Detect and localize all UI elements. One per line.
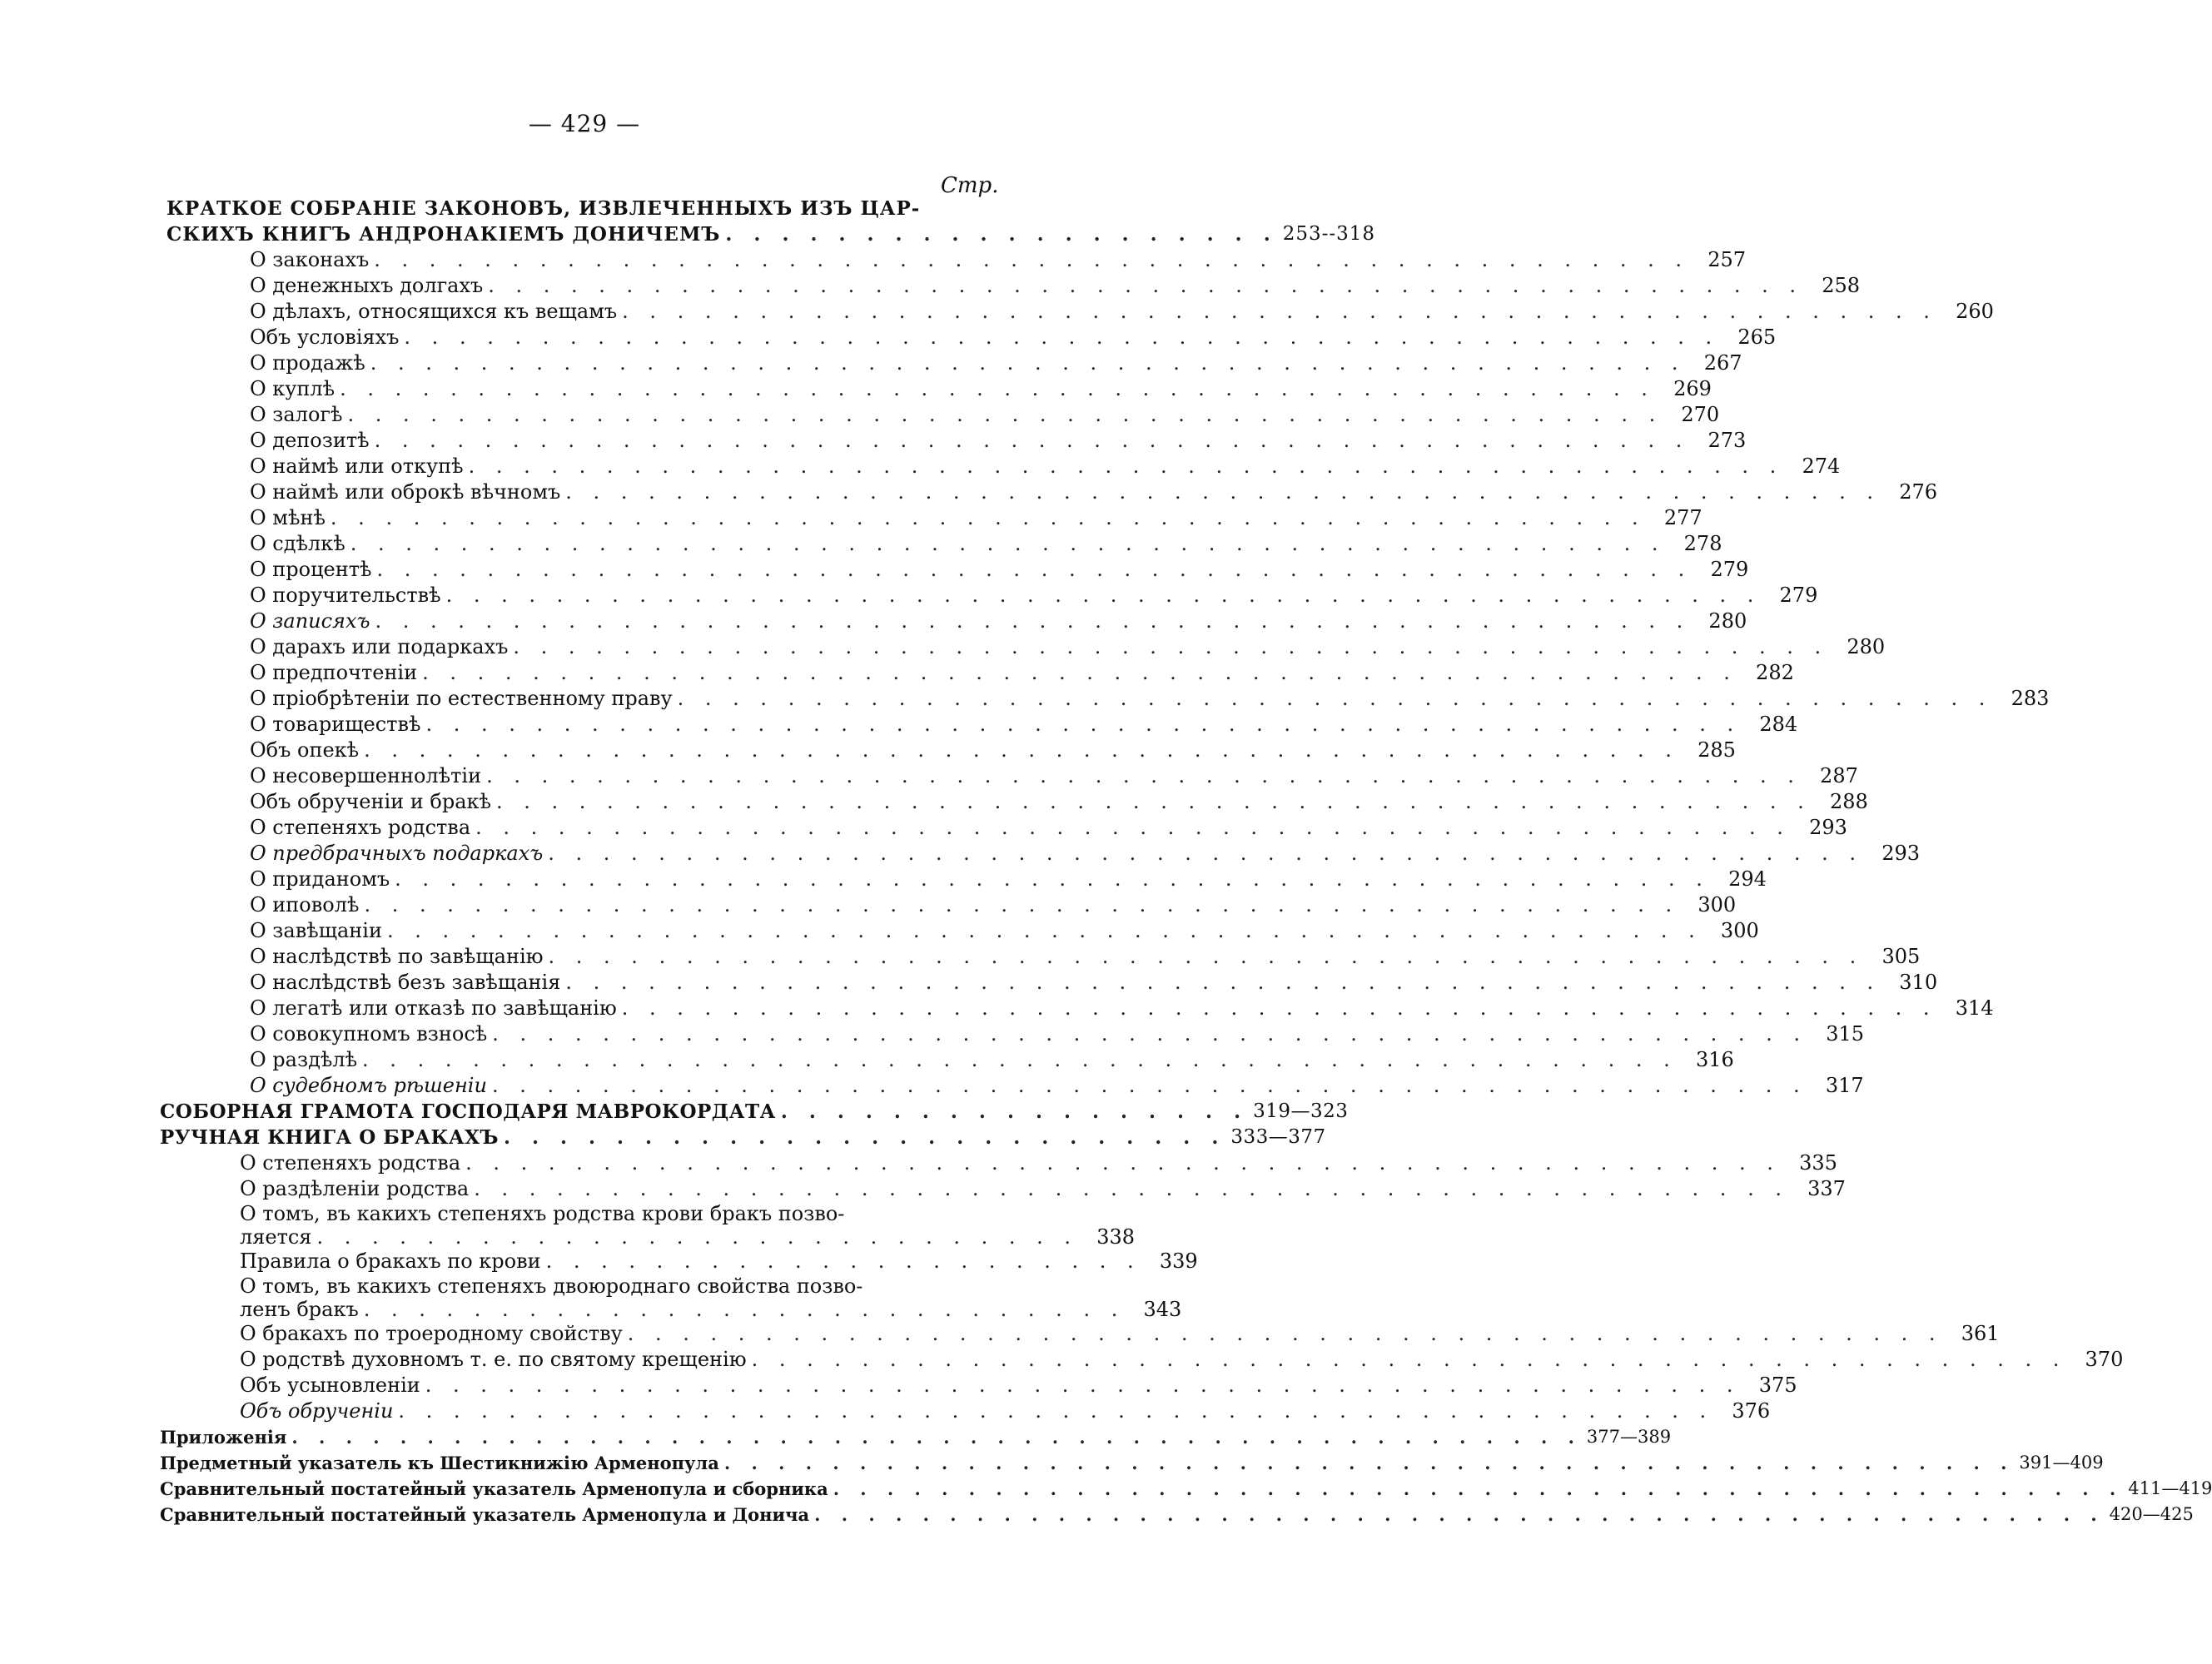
dot-leader: . . . . . . . . . . . . . . . . . . . . . . . . . . . . . . . . . . . . . . . . . . . . . . . . <box>370 351 1686 375</box>
entry-title: О законахъ <box>250 247 374 273</box>
entry-page: 269 <box>1673 377 1712 400</box>
appendix-entry <box>160 1450 2104 1476</box>
entry-title: О судебномъ рѣшеніи <box>250 1073 492 1099</box>
entry-title: Объ условіяхъ <box>250 325 404 350</box>
dot-leader: . . . . . . . . . . . . . . . . . . . . . . . . . . . . . . . . . . . . . . . . . . . . . . . . <box>833 1478 2124 1499</box>
entry-title: О дѣлахъ, относящихся къ вещамъ <box>250 299 622 325</box>
entry-title: Объ обрученіи <box>240 1398 398 1424</box>
entry-page: 276 <box>1899 480 1938 504</box>
entry-title: О легатѣ или отказѣ по завѣщанію <box>250 996 622 1021</box>
section-1-entry <box>250 738 1736 763</box>
entry-title: О наймѣ или оброкѣ вѣчномъ <box>250 479 565 505</box>
section-1-entry <box>250 686 2050 712</box>
entry-title: Предметный указатель къ Шестикнижію Арменопула <box>160 1450 724 1476</box>
section-3-entry-two-line-b: О томъ, въ какихъ степеняхъ двоюроднаго свойства позво- ленъ бракъ . . . . . . . . . . . . . . . . . . . . . . . . . . . . 343 <box>240 1274 1182 1321</box>
section-1-entry <box>250 1047 1734 1073</box>
dot-leader: . . . . . . . . . . . . . . . . . . . . . . . . . . . . . . . . . . . . . . . . . . . . . . . . <box>491 1074 1807 1097</box>
dot-leader: . . . . . . . . . . . . . . . . . . . . . . . . . . . . . . . . . . . . . . . . . . . . . . . . <box>364 893 1680 916</box>
entry-title: О сдѣлкѣ <box>250 531 350 557</box>
entry-page: 283 <box>2011 687 2050 710</box>
dot-leader: . . . . . . . . . . . . . . . . . . . . . . . . . . . . . . . . . . . . . . . . . . . . . . . . <box>398 1399 1714 1423</box>
section-3-entry-rules: Правила о бракахъ по крови . . . . . . . . . . . . . . . . . . . . . . 339 <box>240 1249 1198 1273</box>
dot-leader: . . . . . . . . . . . . . . . . . . . . . . . . . . . . . . . . . . . . . . . . . . . . . . . . <box>445 584 1762 607</box>
dot-leader: . . . . . . . . . . . . . . . . . . . . . . . . . . . . . . . . . . . . . . . . . . . . . . . . <box>376 558 1693 581</box>
dot-leader: . . . . . . . . . . . . . . . . . . . . . . . . . . . . . . . . . . . . . . . . . . . . . . . . <box>425 713 1742 736</box>
dot-leader: . . . . . . . . . . . . . . . . . . . . . . . . . . . . . . . . . . . . . . . . . . . . . . . . <box>386 919 1702 942</box>
section-1-entry <box>250 841 1921 867</box>
entry-page: 258 <box>1822 274 1861 297</box>
dot-leader: . . . . . . . . . . . . . . . . . . . . . . . . . . . . . . . . . . . . . . . . . . . . . . . . <box>492 1022 1807 1046</box>
section-1-entry <box>250 247 1747 273</box>
entry-page: 280 <box>1847 635 1886 658</box>
section-1-entry <box>250 428 1747 454</box>
dot-leader: . . . . . . . . . . . . . . . . . . . . . . . . . . . . . . . . . . . . . . . . . . . . . . . . <box>565 480 1881 504</box>
entry-page: 284 <box>1759 713 1798 736</box>
dot-leader: . . . . . . . . . . . . . . . . . . . . . . . . . . . . . . . . . . . . . . . . . . . . . . . . <box>621 996 1937 1020</box>
section-1-entry <box>250 996 1994 1021</box>
entry-page: 300 <box>1720 919 1759 942</box>
dot-leader: . . . . . . . . . . . . . . . . . . . . . . . . . . . . . . . . . . . . . . . . . . . . . . . . <box>364 738 1679 762</box>
page-column-header: Стр. <box>941 173 999 198</box>
section-3-entry <box>240 1176 1846 1202</box>
entry-page: 361 <box>1961 1322 2000 1345</box>
entry-page: 337 <box>1807 1177 1846 1200</box>
entry-title: О предпочтеніи <box>250 660 422 686</box>
heading-2: СОБОРНАЯ ГРАМОТА ГОСПОДАРЯ МАВРОКОРДАТА . . . . . . . . . . . . . . . . . 319—323 <box>160 1100 1349 1123</box>
entry-page: 270 <box>1681 403 1720 426</box>
entry-page: 420—425 <box>2109 1504 2194 1524</box>
entry-page: 375 <box>1758 1373 1797 1397</box>
dot-leader: . . . . . . . . . . . . . . . . . . . . . . . . . . . . . . . . . . . . . . . . . . . . . . . . <box>465 1151 1781 1175</box>
entry-title: О наслѣдствѣ безъ завѣщанія <box>250 970 565 996</box>
entry-page: 314 <box>1955 996 1994 1020</box>
entry-title: О куплѣ <box>250 376 340 402</box>
entry-title: Объ усыновленіи <box>240 1373 425 1398</box>
dot-leader: . . . . . . . . . . . . . . . . . . . . . . . . . . . . . . . . . . . . . . . . . . . . . . . . <box>677 687 1993 710</box>
entry-page: 310 <box>1899 971 1938 994</box>
entry-title: О пріобрѣтеніи по естественному праву <box>250 686 678 712</box>
entry-title: О дарахъ или подаркахъ <box>250 634 513 660</box>
section-3-rest-list <box>167 1321 2124 1424</box>
section-3-list <box>167 1150 1846 1202</box>
entry-title: О раздѣлѣ <box>250 1047 362 1073</box>
entry-title: О степеняхъ родства <box>240 1150 465 1176</box>
entry-title: О записяхъ <box>250 608 375 634</box>
entry-page: 377—389 <box>1586 1427 1672 1447</box>
dot-leader: . . . . . . . . . . . . . . . . . . . . . . . . . . . . . . . . . . . . . . . . . . . . . . . . <box>814 1504 2105 1525</box>
entry-page: 391—409 <box>2019 1453 2104 1473</box>
main-heading-line2: СКИХЪ КНИГЪ АНДРОНАКІЕМЪ ДОНИЧЕМЪ <box>167 221 725 247</box>
entry-title: О бракахъ по троеродному свойству <box>240 1321 628 1347</box>
dot-leader: . . . . . . . . . . . . . . . . . . . . . . . . . . . . . . . . . . . . . . . . . . . . . . . . <box>627 1322 1943 1345</box>
dot-leader: . . . . . . . . . . . . . . . . . . . . . . . . . . . . . . . . . . . . . . . . . . . . . . . . <box>548 842 1864 865</box>
entry-title: О предбрачныхъ подаркахъ <box>250 841 548 867</box>
entry-title: О родствѣ духовномъ т. е. по святому крещенію <box>240 1347 752 1373</box>
entry-page: 279 <box>1779 584 1818 607</box>
dot-leader: . . . . . . . . . . . . . . . . . . . . . . . . . . . . . . . . . . . . . . . . . . . . . . . . <box>395 867 1710 891</box>
entry-title: О товариществѣ <box>250 712 425 738</box>
section-1-entry <box>250 531 1722 557</box>
section-1-entry <box>250 712 1798 738</box>
section-1-entry <box>250 892 1737 918</box>
dot-leader: . . . . . . . . . . . . . . . . . . . . . . . . . . . . . . . . . . . . . . . . . . . . . . . . <box>548 945 1864 968</box>
section-1-entry <box>250 325 1777 350</box>
entry-title: О приданомъ <box>250 867 395 892</box>
dot-leader: . . . . . . . . . . . . . . . . . . . . . . . . . . . . . . . . . . . . . . . . . . . . . . . . <box>723 1453 2015 1473</box>
appendix-entry <box>160 1502 2194 1527</box>
entry-title: Объ обрученіи и бракѣ <box>250 789 496 815</box>
dot-leader: . . . . . . . . . . . . . . . . . . . . . . . . . . . . . . . . . . . . . . . . . . . . . . . . <box>425 1373 1741 1397</box>
section-1-entry <box>250 350 1742 376</box>
entry-title: О мѣнѣ <box>250 505 331 531</box>
entry-page: 411—419 <box>2128 1478 2212 1498</box>
entry-page: 315 <box>1826 1022 1864 1046</box>
entry-page: 293 <box>1881 842 1921 865</box>
section-1-entry <box>250 763 1858 789</box>
entry-page: 257 <box>1707 248 1747 271</box>
entry-page: 294 <box>1728 867 1767 891</box>
dot-leader: . . . . . . . . . . . . . . . . . . . . . . . . . . . . . . . . . . . . . . . . . . . . . . . . <box>468 454 1784 478</box>
entry-title: О завѣщаніи <box>250 918 387 944</box>
entry-title: О поручительствѣ <box>250 583 446 608</box>
dot-leader: . . . . . . . . . . . . . . . . . . . . . . . . . . . . . . . . . . . . . . . . . . . . . . . . <box>474 1177 1789 1200</box>
entry-title: О иповолѣ <box>250 892 364 918</box>
entry-page: 317 <box>1825 1074 1864 1097</box>
entry-title: О совокупномъ взносѣ <box>250 1021 492 1047</box>
dot-leader: . . . . . . . . . . . . . . . . . . . . . . . . . . . . . . . . . . . . . . . . . . . . . . . . <box>422 661 1737 684</box>
section-1-entry <box>250 944 1921 970</box>
section-1-entry <box>250 918 1759 944</box>
dot-leader: . . . . . . . . . . . . . . . . . . . . . . . . . . . . . . . . . . . . . . . . . . . . . . . . <box>513 635 1829 658</box>
dot-leader: . . . . . . . . . . . . . . . . . . . . . . . . . . . . . . . . . . . . . . . . . . . . . . . . <box>374 429 1690 452</box>
dot-leader: . . . . . . . . . . . . . . . . . . . . . . . . . . . . . . . . . . . . . . . . . . . . . . . . <box>374 248 1690 271</box>
entry-page: 274 <box>1802 454 1841 478</box>
entry-page: 293 <box>1809 816 1847 839</box>
section-1-entry <box>250 815 1847 841</box>
section-1-entry <box>250 402 1720 428</box>
entry-page: 376 <box>1732 1399 1771 1423</box>
section-1-entry <box>250 505 1702 531</box>
entry-page: 277 <box>1663 506 1702 529</box>
dot-leader: . . . . . . . . . . . . . . . . . . . . . . . . . . . . . . . . . . . . . . . . . . . . . . . . <box>375 609 1691 633</box>
entry-title: Приложенія <box>160 1424 291 1450</box>
entry-page: 278 <box>1683 532 1722 555</box>
section-1-entry <box>250 660 1794 686</box>
entry-title: О степеняхъ родства <box>250 815 475 841</box>
entry-title: Сравнительный постатейный указатель Арменопула и сборника <box>160 1476 833 1502</box>
entry-title: О наслѣдствѣ по завѣщанію <box>250 944 549 970</box>
section-3-entry <box>240 1347 2124 1373</box>
dot-leader: . . . . . . . . . . . . . . . . . . . . . . . . . . . . . . . . . . . . . . . . . . . . . . . . <box>330 506 1646 529</box>
entry-title: О залогѣ <box>250 402 347 428</box>
dot-leader: . . . . . . . . . . . . . . . . . . . . . . . . . . . . . . . . . . . . . . . . . . . . . . . . <box>496 790 1812 813</box>
dot-leader: . . . . . . . . . . . . . . . . . . . . . . . . . . . . . . . . . . . . . . . . . . . . . . . . <box>404 325 1720 349</box>
section-3-entry <box>240 1150 1837 1176</box>
section-1-entry <box>250 479 1938 505</box>
entry-title: Объ опекѣ <box>250 738 364 763</box>
entry-page: 267 <box>1703 351 1742 375</box>
dot-leader: . . . . . . . . . . . . . . . . . . . . . . . . . . . . . . . . . . . . . . . . . . . . . . . . <box>622 300 1937 323</box>
entry-page: 287 <box>1820 764 1858 787</box>
appendix-entry <box>160 1424 1672 1450</box>
dot-leader: . . . . . . . . . . . . . . . . . . . . . . . . . . . . . . . . . . . . . . . . . . . . . . . . <box>475 816 1791 839</box>
section-3-entry <box>240 1321 2000 1347</box>
section-1-entry <box>250 583 1818 608</box>
section-1-entry <box>250 1021 1864 1047</box>
heading-3: РУЧНАЯ КНИГА О БРАКАХЪ . . . . . . . . . . . . . . . . . . . . . . . . . . 333—377 <box>160 1126 1326 1149</box>
entry-page: 282 <box>1756 661 1794 684</box>
entry-page: 288 <box>1829 790 1868 813</box>
dot-leader: . . . . . . . . . . . . . . . . . . . . . . . . . . . . . . . . . . . . . . . . . . . . . . . . <box>751 1348 2067 1371</box>
entry-title: О несовершеннолѣтіи <box>250 763 486 789</box>
dot-leader: . . . . . . . . . . . . . . . . . . . . . . . . . . . . . . . . . . . . . . . . . . . . . . . . <box>291 1427 1582 1448</box>
entry-page: 285 <box>1698 738 1736 762</box>
section-1-entry <box>250 867 1767 892</box>
main-heading: КРАТКОЕ СОБРАНІЕ ЗАКОНОВЪ, ИЗВЛЕЧЕННЫХЪ ИЗЪ ЦАР- СКИХЪ КНИГЪ АНДРОНАКІЕМЪ ДОНИЧЕМЪ . . . . . . . . . . . . . . . . . . . . 253--318 <box>167 197 1376 246</box>
section-1-entry <box>250 299 1994 325</box>
entry-page: 370 <box>2085 1348 2124 1371</box>
main-heading-line1: КРАТКОЕ СОБРАНІЕ ЗАКОНОВЪ, ИЗВЛЕЧЕННЫХЪ ИЗЪ ЦАР- <box>167 197 921 220</box>
page-number: — 429 — <box>528 110 641 137</box>
entry-page: 273 <box>1707 429 1747 452</box>
section-3-entry-two-line-a: О томъ, въ какихъ степеняхъ родства крови бракъ позво- ляется . . . . . . . . . . . . . . . . . . . . . . . . . . . . 338 <box>240 1202 1136 1249</box>
dot-leader: . . . . . . . . . . . . . . . . . . . . . . . . . . . . . . . . . . . . . . . . . . . . . . . . <box>488 274 1804 297</box>
section-1-entry <box>250 634 1886 660</box>
dot-leader: . . . . . . . . . . . . . . . . . . . . . . . . . . . . . . . . . . . . . . . . . . . . . . . . <box>565 971 1881 994</box>
entry-title: О депозитѣ <box>250 428 375 454</box>
entry-page: 335 <box>1799 1151 1837 1175</box>
dot-leader: . . . . . . . . . . . . . . . . . . . . . . . . . . . . . . . . . . . . . . . . . . . . . . . . <box>340 377 1655 400</box>
section-1-entry <box>250 970 1938 996</box>
entry-title: О денежныхъ долгахъ <box>250 273 488 299</box>
main-heading-pages: 253--318 <box>1282 223 1376 245</box>
entry-page: 260 <box>1956 300 1994 323</box>
entry-page: 280 <box>1708 609 1747 633</box>
section-1-entry <box>250 376 1712 402</box>
section-1-entry <box>250 273 1861 299</box>
section-1-entry <box>250 1073 1864 1099</box>
entry-title: О процентѣ <box>250 557 377 583</box>
table-of-contents <box>160 196 2212 1527</box>
entry-page: 300 <box>1698 893 1737 916</box>
entry-page: 316 <box>1695 1048 1734 1071</box>
section-3-entry <box>240 1398 1771 1424</box>
section-3-entry <box>240 1373 1797 1398</box>
dot-leader: . . . . . . . . . . . . . . . . . . . . . . . . . . . . . . . . . . . . . . . . . . . . . . . . <box>347 403 1663 426</box>
entry-title: О раздѣленіи родства <box>240 1176 474 1202</box>
appendix-entry <box>160 1476 2212 1502</box>
entry-title: Сравнительный постатейный указатель Арменопула и Донича <box>160 1502 814 1527</box>
dot-leader: . . . . . . . . . . . . . . . . . . . . . . . . . . . . . . . . . . . . . . . . . . . . . . . . <box>362 1048 1678 1071</box>
dot-leader: . . . . . . . . . . . . . . . . . . . . . . . . . . . . . . . . . . . . . . . . . . . . . . . . <box>350 532 1666 555</box>
entry-page: 265 <box>1737 325 1777 349</box>
dot-leader: . . . . . . . . . . . . . . . . . . . . . . . . . . . . . . . . . . . . . . . . . . . . . . . . <box>486 764 1802 787</box>
entry-title: О продажѣ <box>250 350 370 376</box>
entry-page: 279 <box>1710 558 1749 581</box>
appendix-list <box>160 1424 2212 1527</box>
entry-page: 305 <box>1881 945 1921 968</box>
section-1-entry <box>250 454 1841 479</box>
section-1-entry <box>250 608 1747 634</box>
entry-title: О наймѣ или откупѣ <box>250 454 469 479</box>
section-1-list <box>167 247 2050 1099</box>
section-1-entry <box>250 789 1868 815</box>
section-1-entry <box>250 557 1749 583</box>
